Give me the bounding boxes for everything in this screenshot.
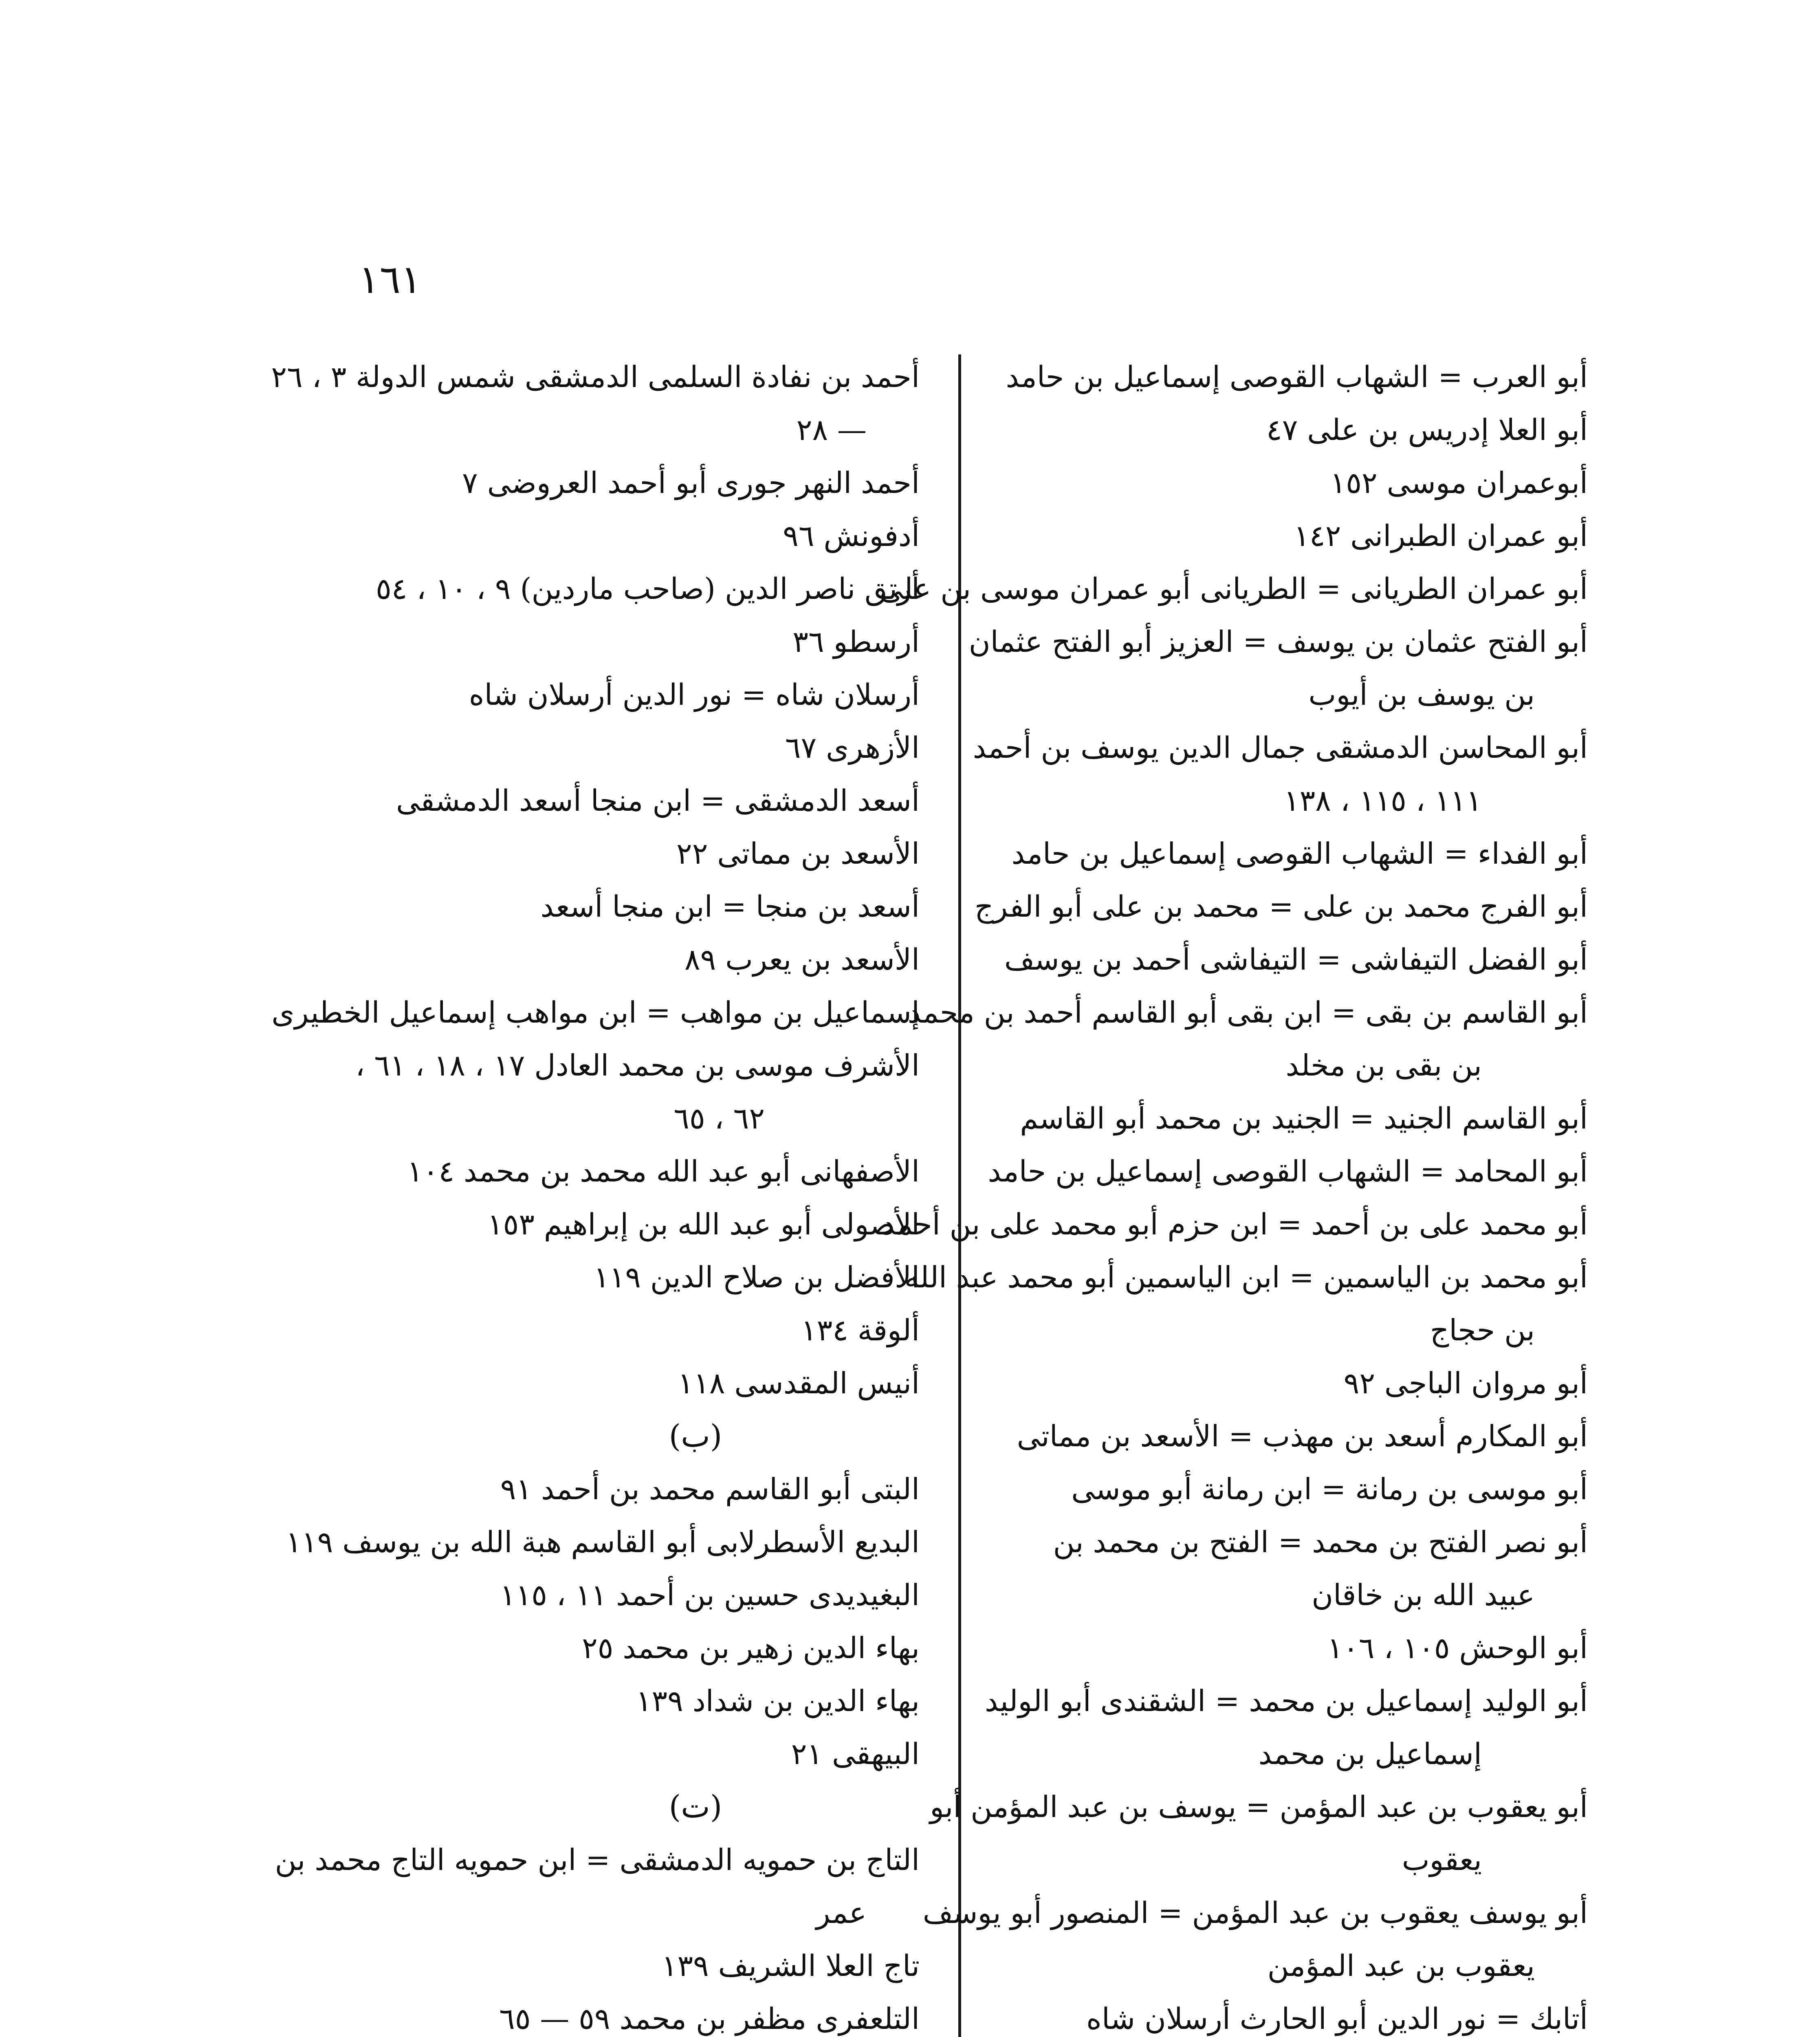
index-entry: أنيس المقدسى ١١٨	[678, 1366, 920, 1400]
index-entry: أبو مروان الباجى ٩٢	[1343, 1366, 1588, 1400]
index-entry: الأصولى أبو عبد الله بن إبراهيم ١٥٣	[487, 1207, 920, 1241]
section-heading: (ب)	[669, 1418, 722, 1454]
index-entry: يعقوب بن عبد المؤمن	[1267, 1949, 1535, 1983]
index-entry: الأشرف موسى بن محمد العادل ١٧ ، ١٨ ، ٦١ ،	[355, 1048, 920, 1082]
index-entry: أبو عمران الطبرانى ١٤٢	[1294, 519, 1588, 553]
index-entry: البيهقى ٢١	[791, 1737, 920, 1771]
index-entry: أدفونش ٩٦	[783, 519, 920, 553]
index-entry: أبو المحامد = الشهاب القوصى إسماعيل بن حامد	[988, 1154, 1588, 1188]
index-entry: أرتق ناصر الدين (صاحب ماردين) ٩ ، ١٠ ، ٥٤	[376, 572, 920, 606]
index-entry: — ٢٨	[796, 413, 867, 447]
index-entry: أبو محمد على بن أحمد = ابن حزم أبو محمد على بن أحمد	[881, 1207, 1588, 1241]
index-entry: أبو القاسم الجنيد = الجنيد بن محمد أبو القاسم	[1020, 1101, 1588, 1135]
index-entry: أبو المكارم أسعد بن مهذب = الأسعد بن مماتى	[1017, 1419, 1588, 1453]
index-entry: أبو المحاسن الدمشقى جمال الدين يوسف بن أحمد	[973, 730, 1588, 765]
page-number: ١٦١	[359, 257, 422, 302]
index-entry: الأزهرى ٦٧	[785, 730, 920, 765]
index-entry: الأصفهانى أبو عبد الله محمد بن محمد ١٠٤	[407, 1154, 920, 1188]
index-entry: الأسعد بن يعرب ٨٩	[684, 942, 920, 977]
index-entry: أبو الفتح عثمان بن يوسف = العزيز أبو الفتح عثمان	[968, 625, 1588, 659]
index-entry: أبو الفداء = الشهاب القوصى إسماعيل بن حامد	[1011, 836, 1588, 871]
index-entry: أحمد بن نفادة السلمى الدمشقى شمس الدولة ٣ ، ٢٦	[271, 360, 920, 394]
index-entry: أبو الفرج محمد بن على = محمد بن على أبو الفرج	[974, 889, 1588, 924]
section-heading: (ت)	[669, 1788, 722, 1825]
index-entry: أبو الوليد إسماعيل بن محمد = الشقندى أبو الوليد	[985, 1684, 1588, 1718]
index-entry: أبو يعقوب بن عبد المؤمن = يوسف بن عبد المؤمن أبو	[930, 1790, 1588, 1824]
index-entry: أبوعمران موسى ١٥٢	[1330, 466, 1588, 500]
index-entry: أسعد الدمشقى = ابن منجا أسعد الدمشقى	[396, 783, 920, 818]
index-entry: أبو موسى بن رمانة = ابن رمانة أبو موسى	[1071, 1472, 1588, 1506]
index-entry: بن يوسف بن أيوب	[1308, 678, 1535, 712]
index-entry: أرسطو ٣٦	[792, 625, 920, 659]
index-entry: أبو نصر الفتح بن محمد = الفتح بن محمد بن	[1053, 1525, 1588, 1559]
index-entry: أبو العلا إدريس بن على ٤٧	[1266, 413, 1588, 447]
index-entry: أبو الوحش ١٠٥ ، ١٠٦	[1327, 1631, 1588, 1665]
index-entry: أبو عمران الطريانى = الطريانى أبو عمران موسى بن على	[879, 572, 1588, 606]
index-entry: تاج العلا الشريف ١٣٩	[661, 1949, 920, 1983]
index-entry: البغيديدى حسين بن أحمد ١١ ، ١١٥	[500, 1578, 920, 1612]
index-entry: بهاء الدين بن شداد ١٣٩	[636, 1684, 920, 1718]
index-entry: أتابك = نور الدين أبو الحارث أرسلان شاه	[1086, 2002, 1588, 2036]
index-entry: أبو الفضل التيفاشى = التيفاشى أحمد بن يوسف	[1004, 942, 1588, 977]
index-entry: بن بقى بن مخلد	[1285, 1048, 1482, 1082]
index-entry: بن حجاج	[1430, 1313, 1535, 1347]
index-entry: أبو العرب = الشهاب القوصى إسماعيل بن حامد	[1006, 360, 1588, 394]
index-entry: أسعد بن منجا = ابن منجا أسعد	[540, 889, 920, 924]
index-entry: البتى أبو القاسم محمد بن أحمد ٩١	[500, 1472, 920, 1506]
index-entry: إسماعيل بن مواهب = ابن مواهب إسماعيل الخطيرى	[271, 995, 920, 1029]
index-column-left	[268, 350, 920, 2037]
index-entry: عبيد الله بن خاقان	[1312, 1578, 1535, 1612]
index-entry: عمر	[816, 1896, 867, 1930]
index-entry: أبو القاسم بن بقى = ابن بقى أبو القاسم أحمد بن محمد	[907, 995, 1588, 1029]
index-entry: يعقوب	[1402, 1843, 1482, 1877]
index-entry: التاج بن حمويه الدمشقى = ابن حمويه التاج محمد بن	[275, 1843, 920, 1877]
index-entry: التلعفرى مظفر بن محمد ٥٩ — ٦٥	[499, 2002, 920, 2036]
index-entry: أحمد النهر جورى أبو أحمد العروضى ٧	[462, 466, 920, 500]
index-entry: الأسعد بن مماتى ٢٢	[676, 836, 920, 871]
index-entry: بهاء الدين زهير بن محمد ٢٥	[582, 1631, 920, 1665]
index-entry: ٦٢ ، ٦٥	[673, 1101, 765, 1135]
index-entry: ألوقة ١٣٤	[801, 1313, 920, 1347]
index-entry: أبو محمد بن الياسمين = ابن الياسمين أبو محمد عبد الله	[904, 1260, 1588, 1294]
index-entry: ١١١ ، ١١٥ ، ١٣٨	[1283, 783, 1482, 818]
index-column-right	[879, 350, 1588, 2037]
index-entry: أرسلان شاه = نور الدين أرسلان شاه	[469, 678, 920, 712]
index-entry: الأفضل بن صلاح الدين ١١٩	[593, 1260, 920, 1294]
index-entry: أبو يوسف يعقوب بن عبد المؤمن = المنصور أبو يوسف	[922, 1896, 1588, 1930]
index-entry: إسماعيل بن محمد	[1258, 1737, 1482, 1771]
index-entry: البديع الأسطرلابى أبو القاسم هبة الله بن يوسف ١١٩	[286, 1525, 920, 1559]
